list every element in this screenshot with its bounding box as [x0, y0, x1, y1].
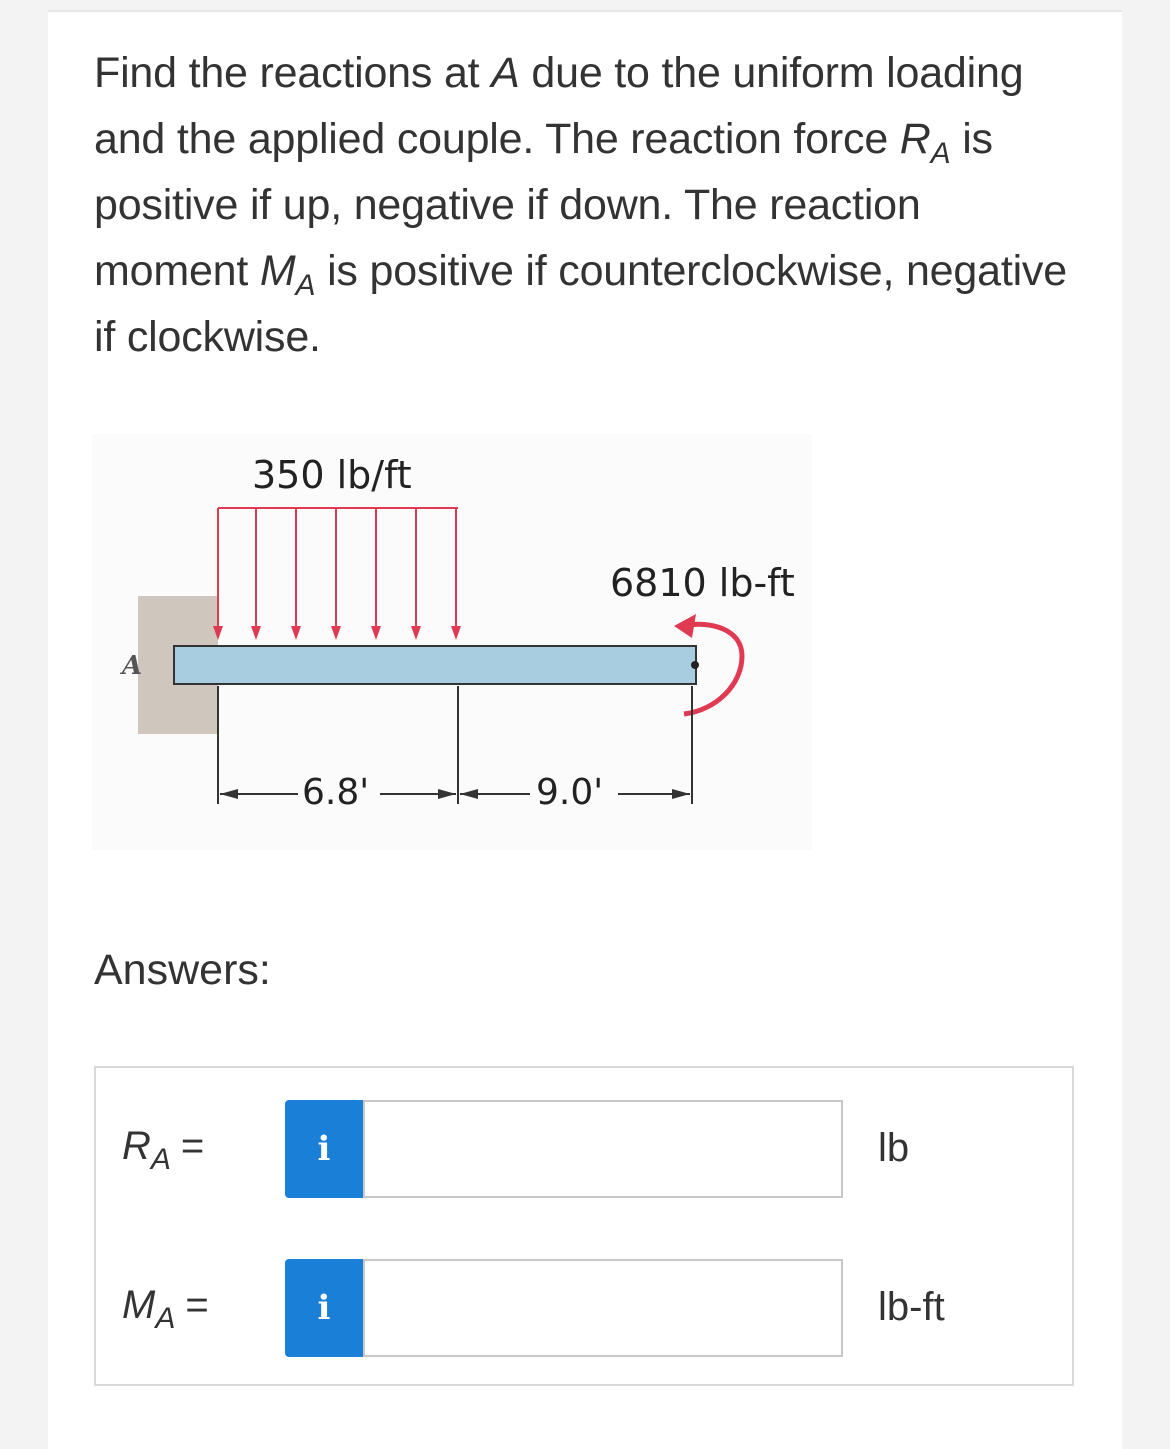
beam: [174, 646, 696, 684]
answer-box: [94, 1066, 1074, 1386]
dimension-lines: [218, 686, 692, 804]
ra-answer-input[interactable]: [363, 1100, 843, 1198]
load-label: 350 lb/ft: [252, 453, 412, 497]
beam-figure: [92, 434, 812, 850]
couple-label: 6810 lb-ft: [610, 561, 795, 605]
ra-unit: lb: [878, 1126, 910, 1170]
couple-arrowhead: [674, 614, 696, 638]
point-a: A: [491, 49, 520, 97]
dimension-2-label: 9.0': [536, 772, 604, 813]
ma-answer-input[interactable]: [363, 1259, 843, 1357]
ra-label: $R_A$ =: [122, 1124, 205, 1176]
ra-info-button[interactable]: i: [285, 1100, 363, 1198]
dimension-1-label: 6.8': [302, 772, 370, 813]
answer-row-ra: [96, 1100, 1072, 1198]
support-label: A: [122, 651, 143, 681]
ma-info-button[interactable]: i: [285, 1259, 363, 1357]
moment-symbol: M: [259, 247, 296, 295]
beam-end-pin: [691, 661, 699, 669]
force-symbol: R: [899, 115, 931, 163]
ma-unit: lb-ft: [878, 1285, 945, 1329]
answers-heading: Answers:: [94, 946, 271, 994]
answer-row-ma: [96, 1259, 1072, 1357]
distributed-load: [213, 508, 461, 640]
question-text: Find the reactions at A due to the uniform loading and the applied couple. The reaction force $R_A$ is positive if up, negative if down. The reaction moment $M_A$ is positive if counterclockwise, negative if clockwise.: [94, 49, 1067, 361]
ma-label: $M_A$ =: [122, 1283, 209, 1335]
